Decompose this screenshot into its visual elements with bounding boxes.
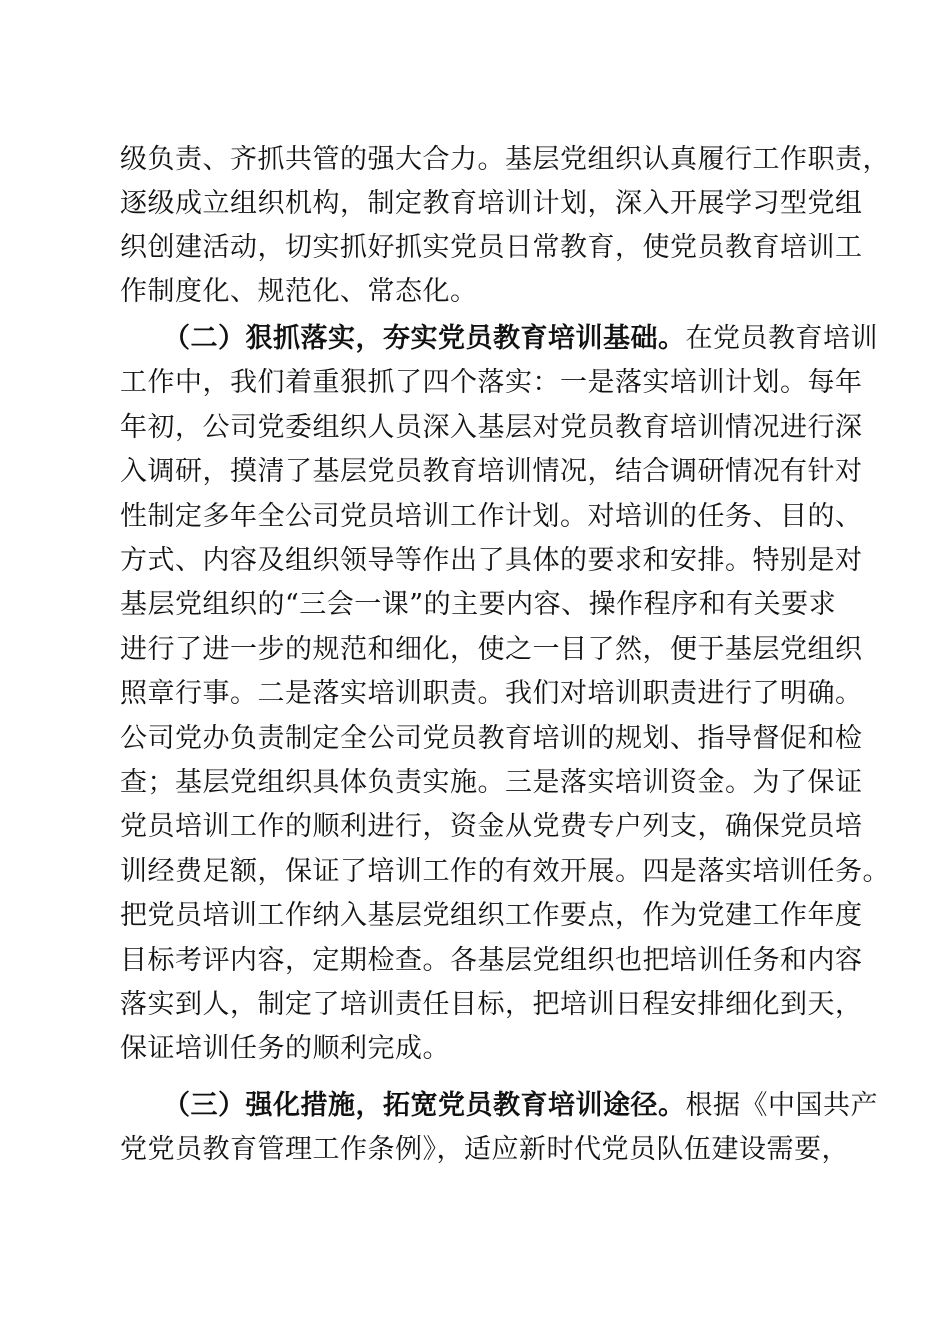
section-heading-line: [163, 319, 878, 359]
text-line: 党党员教育管理工作条例》，适应新时代党员队伍建设需要，: [120, 1134, 849, 1165]
text-line: 织创建活动，切实抓好抓实党员日常教育，使党员教育培训工: [120, 232, 863, 263]
section-heading-2: （二）狠抓落实，夯实党员教育培训基础。: [163, 323, 686, 354]
text-line: 基层党组织的“三会一课”的主要内容、操作程序和有关要求: [120, 589, 837, 620]
text-line: 进行了进一步的规范和细化，使之一目了然，便于基层党组织: [120, 634, 863, 665]
section-heading-3: （三）强化措施，拓宽党员教育培训途径。: [163, 1090, 686, 1121]
text-line: 落实到人，制定了培训责任目标，把培训日程安排细化到天，: [120, 989, 863, 1020]
text-run: 根据《中国共产: [685, 1090, 878, 1121]
text-line: 逐级成立组织机构，制定教育培训计划，深入开展学习型党组: [120, 188, 863, 219]
text-line: 年初，公司党委组织人员深入基层对党员教育培训情况进行深: [120, 412, 863, 443]
text-line: 目标考评内容，定期检查。各基层党组织也把培训任务和内容: [120, 945, 863, 976]
text-line: 训经费足额，保证了培训工作的有效开展。四是落实培训任务。: [120, 856, 890, 887]
text-line: 把党员培训工作纳入基层党组织工作要点，作为党建工作年度: [120, 900, 863, 931]
text-line: 级负责、齐抓共管的强大合力。基层党组织认真履行工作职责，: [120, 144, 890, 175]
text-line: 查；基层党组织具体负责实施。三是落实培训资金。为了保证: [120, 767, 863, 798]
text-line: 方式、内容及组织领导等作出了具体的要求和安排。特别是对: [120, 545, 863, 576]
section-heading-line: [163, 1086, 878, 1126]
text-line: 作制度化、规范化、常态化。: [120, 276, 478, 307]
text-line: 党员培训工作的顺利进行，资金从党费专户列支，确保党员培: [120, 811, 863, 842]
text-line: 照章行事。二是落实培训职责。我们对培训职责进行了明确。: [120, 678, 863, 709]
text-line: 保证培训任务的顺利完成。: [120, 1033, 450, 1064]
text-line: 工作中，我们着重狠抓了四个落实：一是落实培训计划。每年: [120, 367, 863, 398]
text-line: 入调研，摸清了基层党员教育培训情况，结合调研情况有针对: [120, 456, 863, 487]
text-run: 在党员教育培训: [685, 323, 878, 354]
text-line: 公司党办负责制定全公司党员教育培训的规划、指导督促和检: [120, 723, 863, 754]
text-line: 性制定多年全公司党员培训工作计划。对培训的任务、目的、: [120, 501, 863, 532]
